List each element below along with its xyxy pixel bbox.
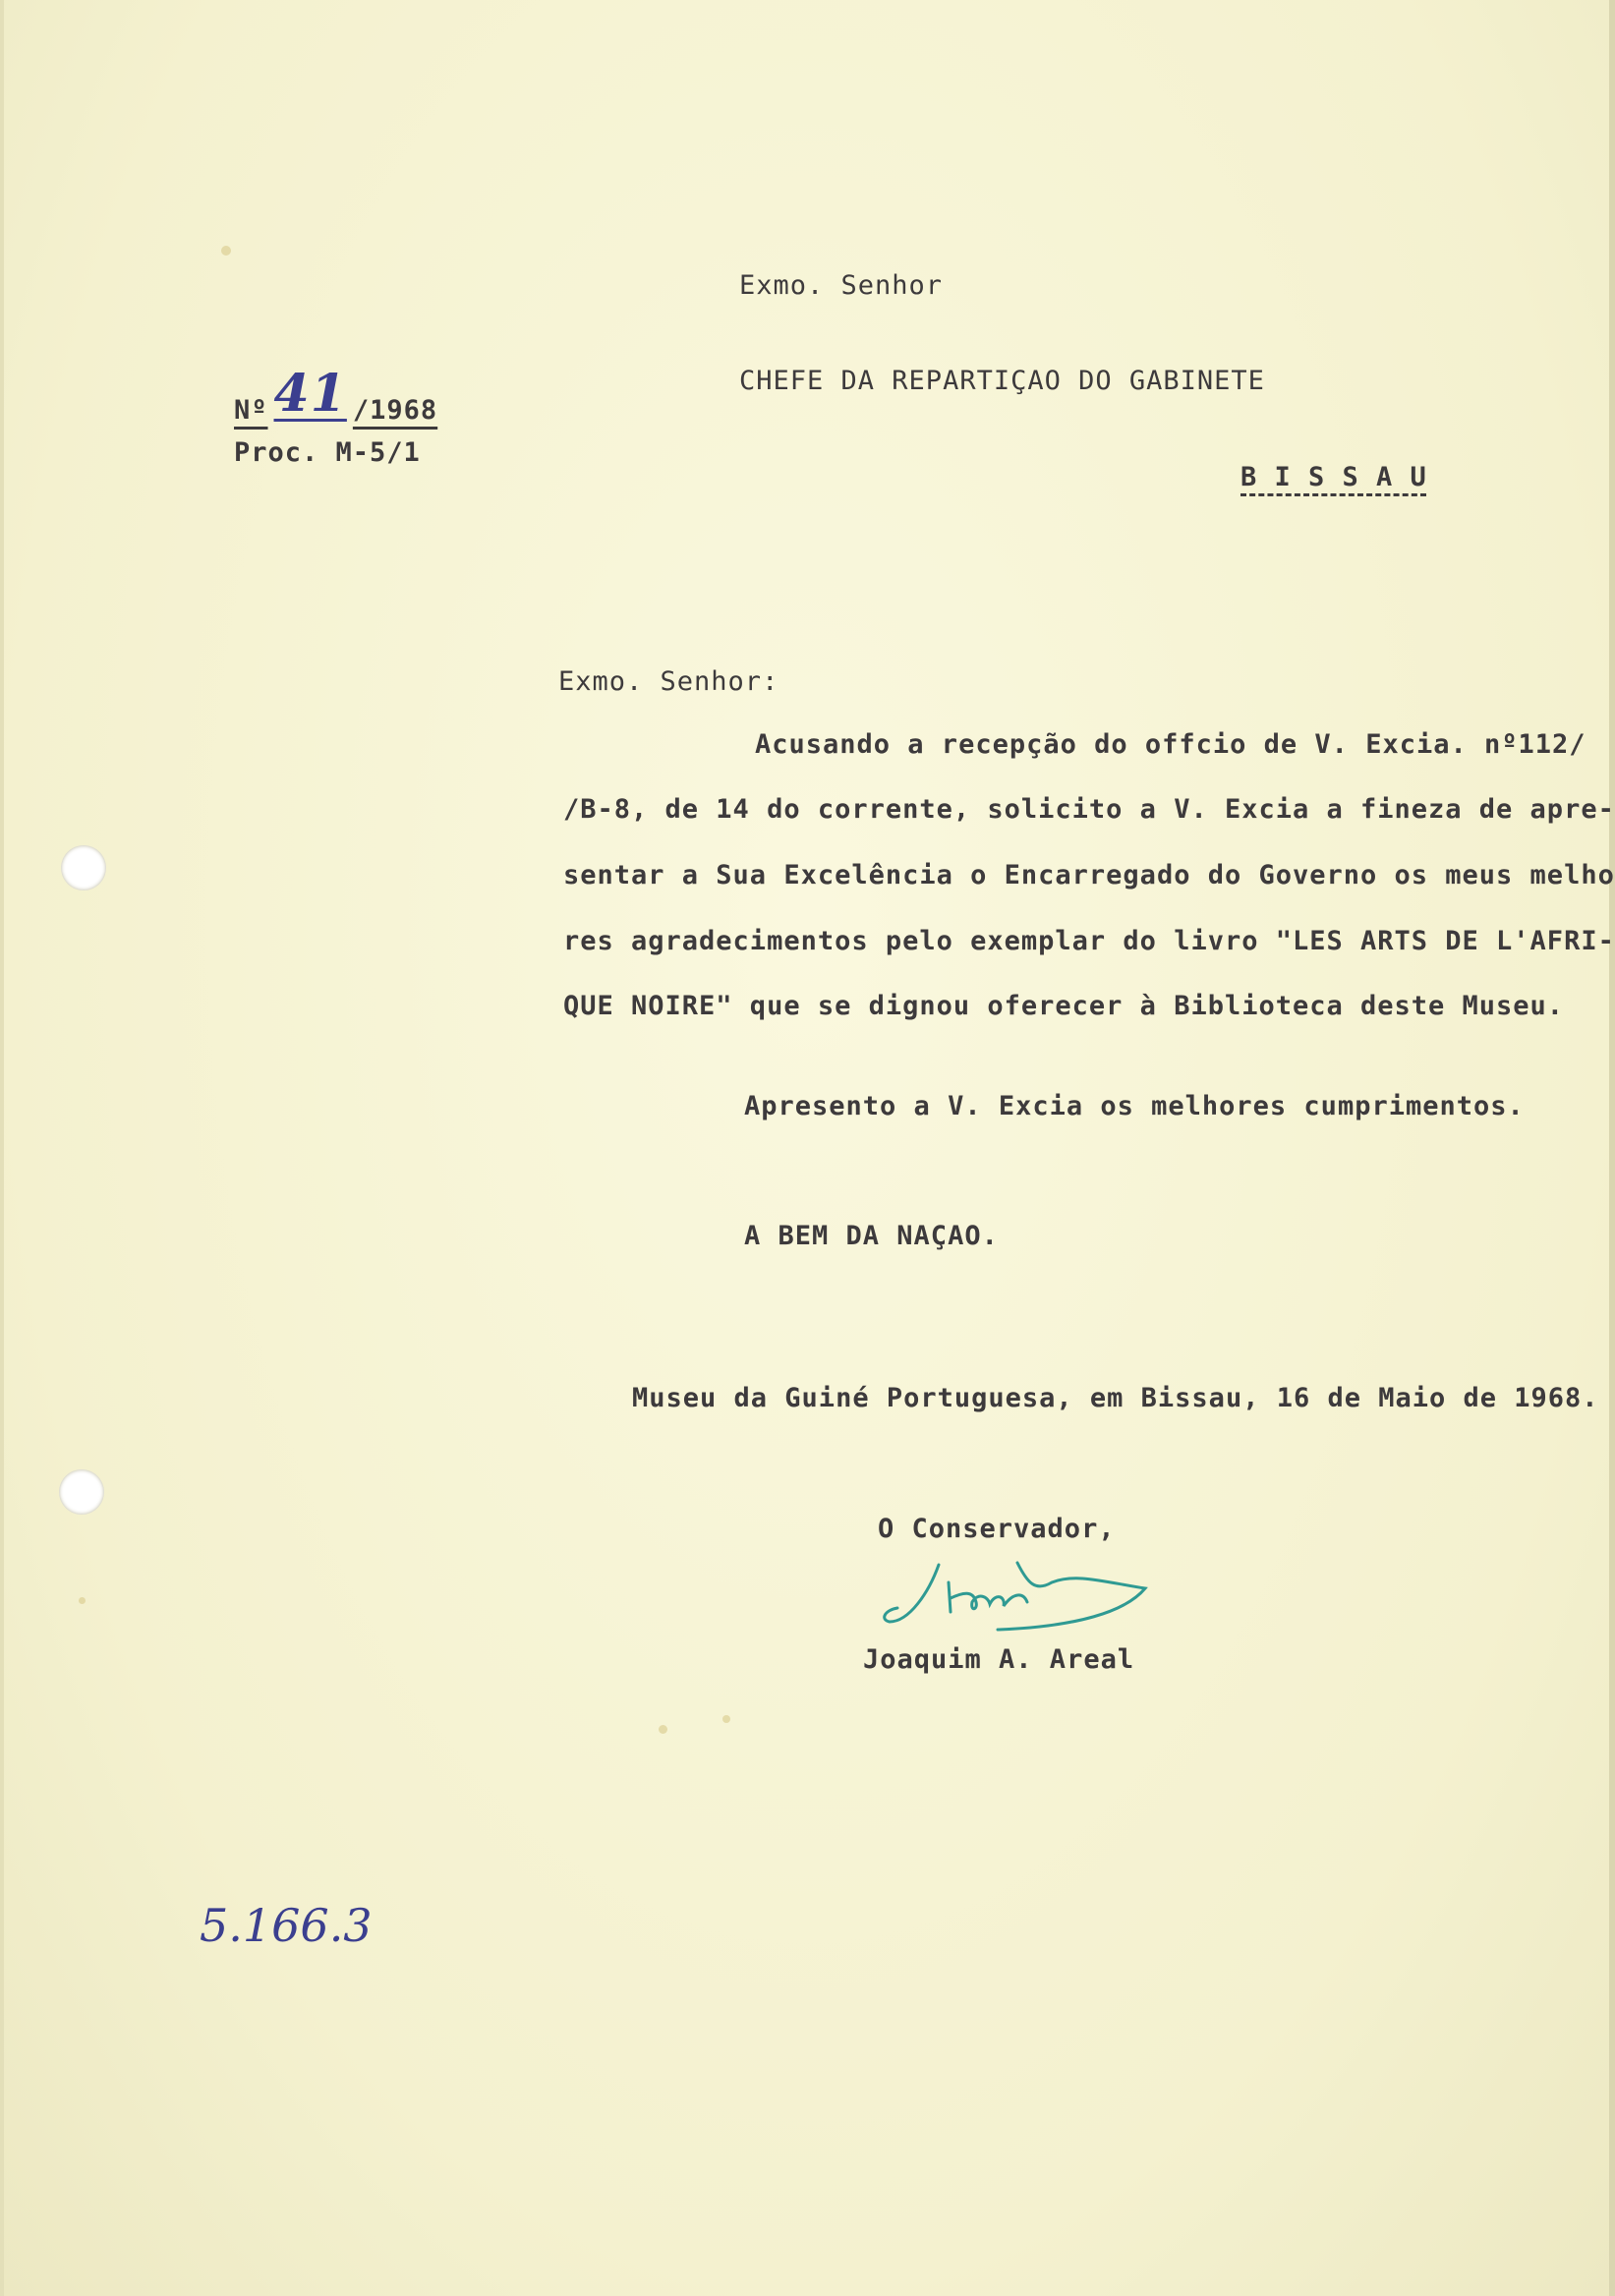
- stain: [722, 1715, 730, 1723]
- archive-number-handwritten: 5.166.3: [200, 1899, 373, 1952]
- reference-number: [234, 364, 438, 431]
- paper-edge-right: [1609, 0, 1615, 2296]
- punch-hole-bottom: [59, 1469, 104, 1515]
- addressee: CHEFE DA REPARTIÇAO DO GABINETE: [739, 366, 1265, 396]
- salutation-top: Exmo. Senhor: [739, 270, 944, 301]
- city: B I S S A U: [1240, 462, 1427, 492]
- stain: [221, 246, 231, 256]
- reference-number-handwritten: 41: [273, 364, 347, 424]
- signer-title: O Conservador,: [878, 1514, 1116, 1544]
- salutation: Exmo. Senhor:: [558, 666, 779, 697]
- punch-hole-top: [61, 845, 106, 890]
- reference-year: /1968: [352, 395, 438, 426]
- body-line: res agradecimentos pelo exemplar do livro "LES ARTS DE L'AFRI-: [563, 926, 1615, 956]
- process-number: Proc. M-5/1: [234, 437, 421, 468]
- stain: [79, 1597, 86, 1604]
- body-line: sentar a Sua Excelência o Encarregado do Governo os meus melho: [563, 860, 1615, 890]
- body-line: /B-8, de 14 do corrente, solicito a V. Excia a fineza de apre-: [563, 794, 1615, 825]
- paper-edge-left: [0, 0, 4, 2296]
- body-line: Acusando a recepção do offcio de V. Excia. nº112/: [755, 729, 1586, 760]
- signer-name: Joaquim A. Areal: [863, 1644, 1135, 1675]
- stain: [659, 1725, 667, 1734]
- place-date: Museu da Guiné Portuguesa, em Bissau, 16 de Maio de 1968.: [632, 1383, 1599, 1413]
- closing: Apresento a V. Excia os melhores cumprimentos.: [744, 1091, 1525, 1121]
- motto: A BEM DA NAÇAO.: [744, 1221, 999, 1251]
- body-line: QUE NOIRE" que se dignou oferecer à Biblioteca deste Museu.: [563, 991, 1565, 1021]
- reference-number-label: Nº: [234, 395, 268, 426]
